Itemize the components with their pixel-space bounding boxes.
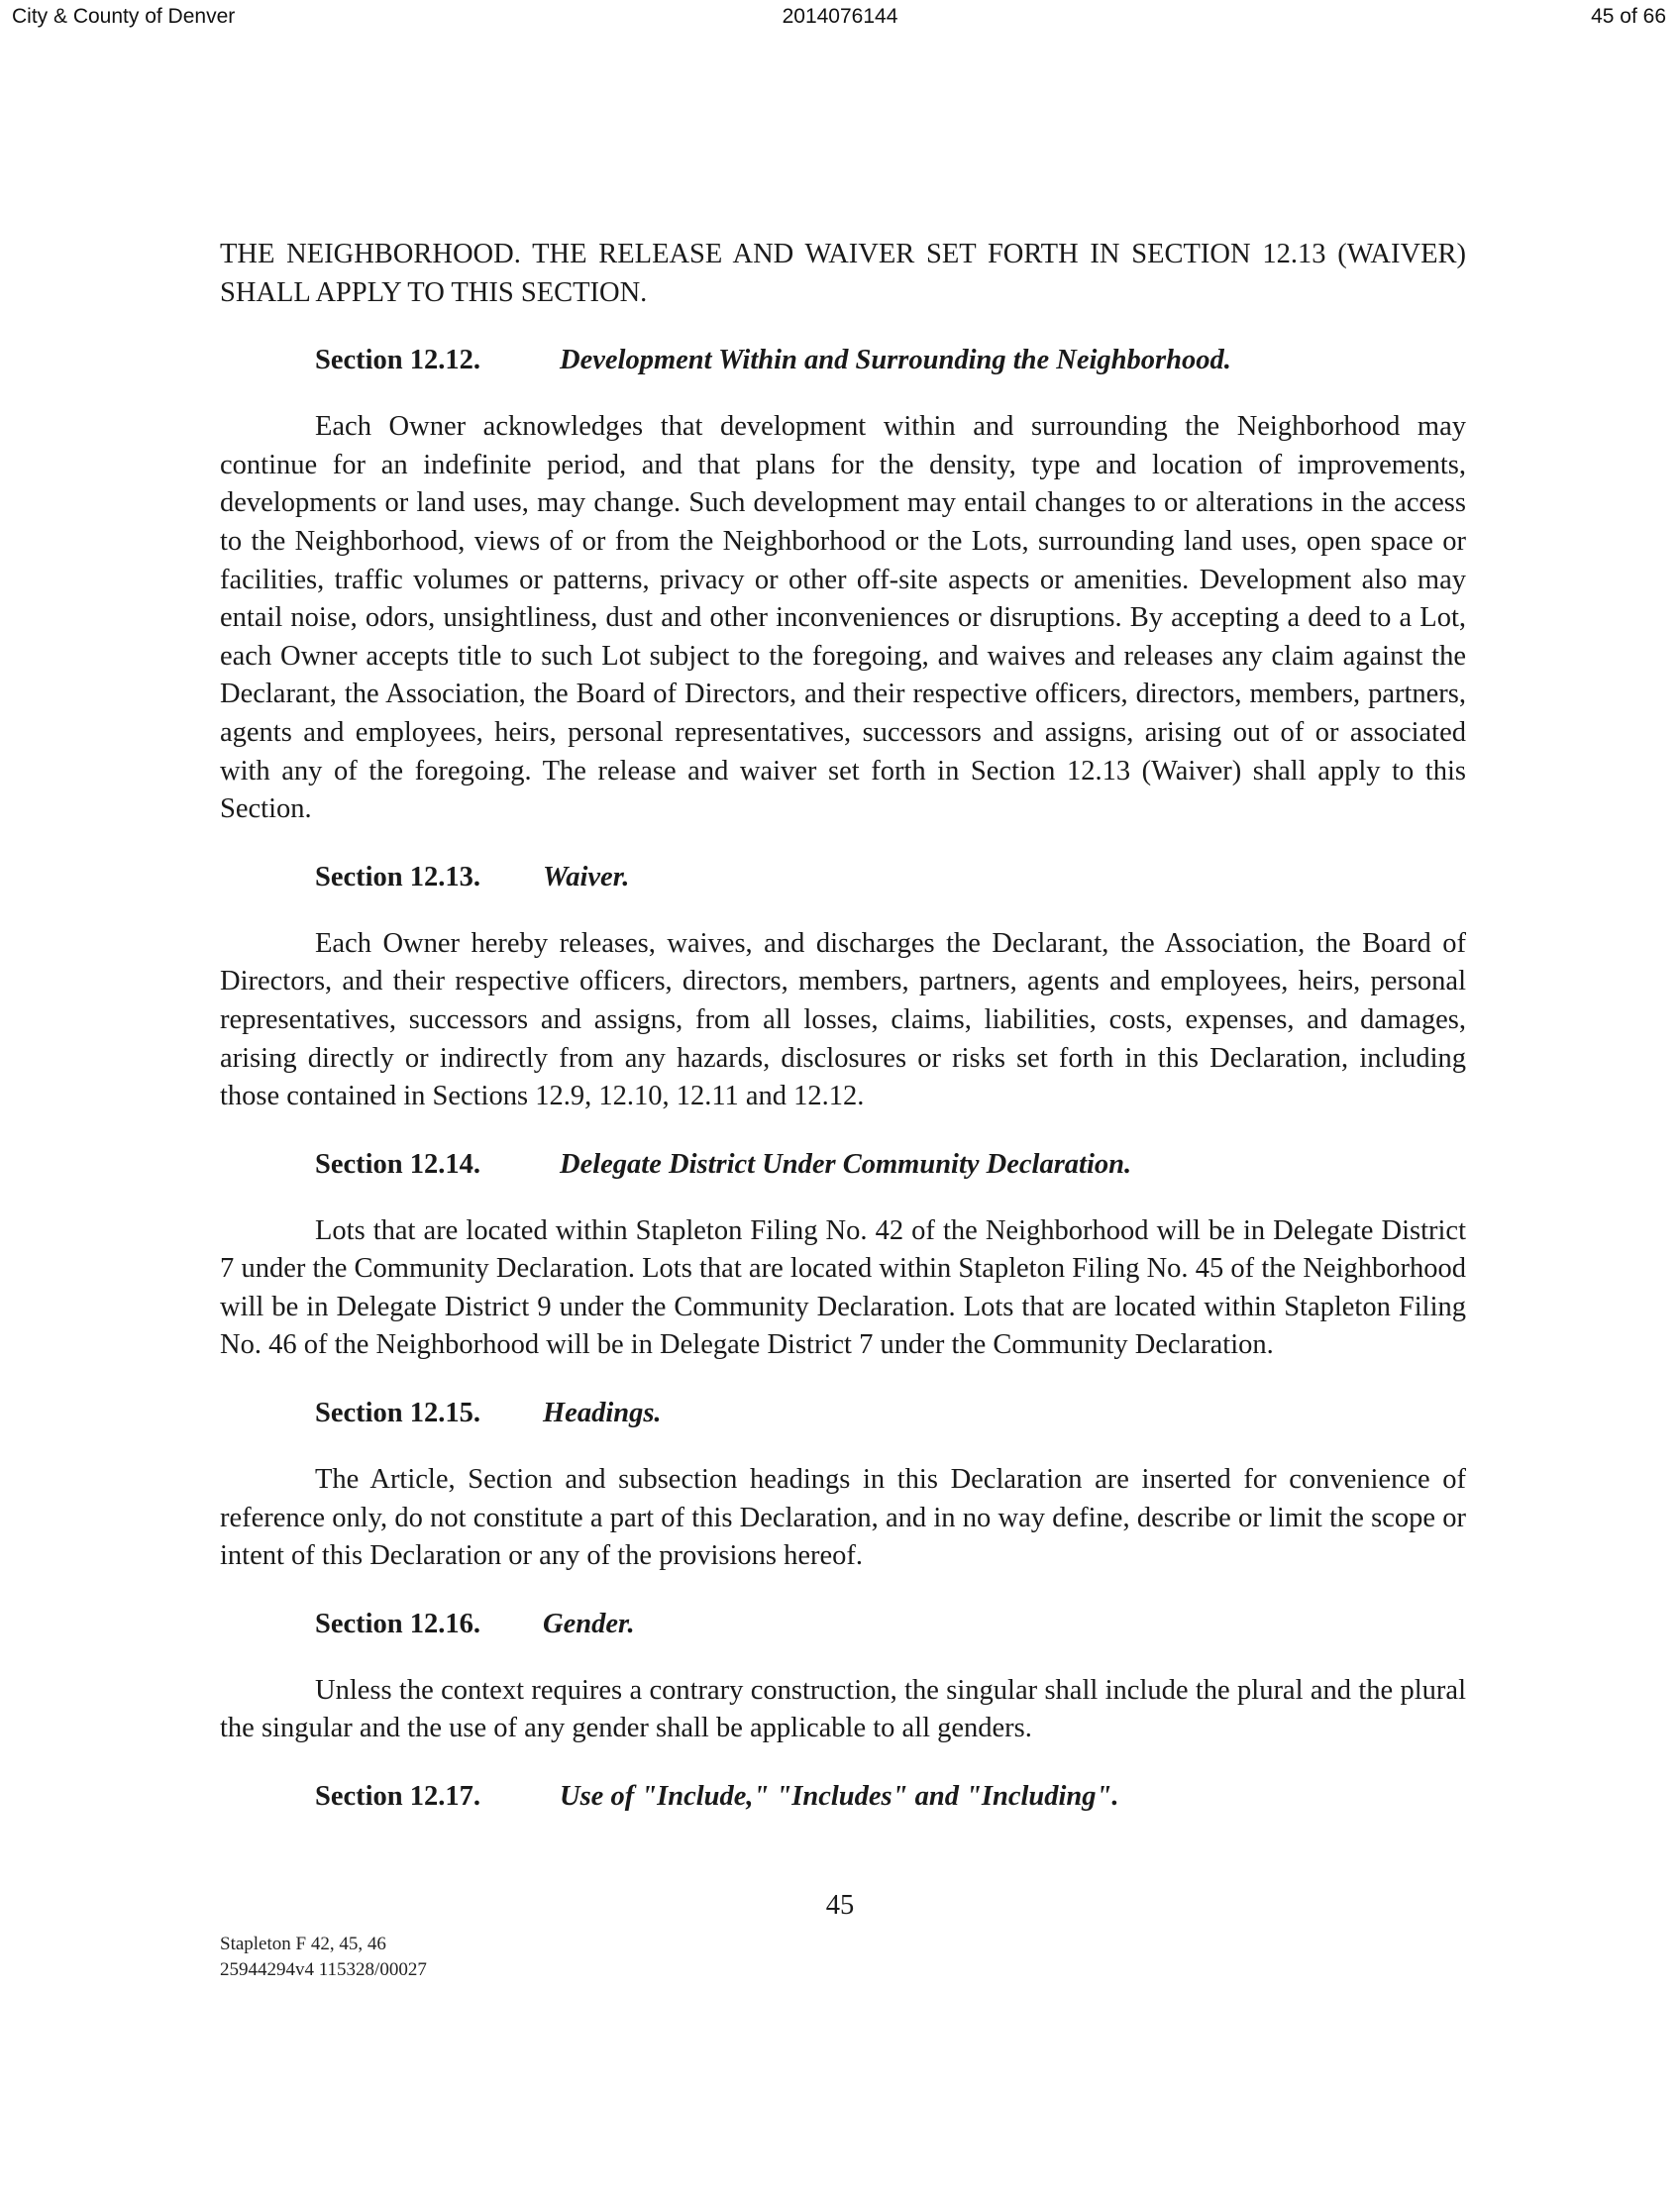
footer-line-1: Stapleton F 42, 45, 46 [220,1934,386,1954]
section-title: Waiver. [543,861,630,892]
section-12-16-heading [220,1606,1466,1644]
section-number: Section 12.16. [315,1608,481,1639]
section-12-16-text: Unless the context requires a contrary construction, the singular shall include the plural and the plural the singular and the use of any gender shall be applicable to all genders. [220,1674,1466,1744]
viewer-header [0,5,1680,35]
section-title: Use of "Include," "Includes" and "Including". [560,1781,1119,1813]
section-12-12-text: Each Owner acknowledges that development within and surrounding the Neighborhood may continue for an indefinite period, and that plans for the density, type and location of improvements, developments or land uses, may change. Such development may entail changes to or alterations in the access to the Neighborhood, views of or from the Neighborhood or the Lots, surrounding land uses, open space or facilities, traffic volumes or patterns, privacy or other off-site aspects or amenities. Development also may entail noise, odors, unsightliness, dust and other inconveniences or disruptions. By accepting a deed to a Lot, each Owner accepts title to such Lot subject to the foregoing, and waives and releases any claim against the Declarant, the Association, the Board of Directors, and their respective officers, directors, members, partners, agents and employees, heirs, personal representatives, successors and assigns, arising out of or associated with any of the foregoing. The release and waiver set forth in Section 12.13 (Waiver) shall apply to this Section. [220,411,1466,825]
section-12-14-text: Lots that are located within Stapleton Filing No. 42 of the Neighborhood will be in Delegate District 7 under the Community Declaration. Lots that are located within Stapleton Filing No. 45 of the Neighborhood will be in Delegate District 9 under the Community Declaration. Lots that are located within Stapleton Filing No. 46 of the Neighborhood will be in Delegate District 7 under the Community Declaration. [220,1214,1466,1361]
section-number: Section 12.13. [315,861,481,892]
section-title: Delegate District Under Community Declaration. [560,1148,1132,1180]
section-12-17-heading [220,1778,1466,1817]
section-12-13-heading [220,859,1466,897]
section-number: Section 12.14. [315,1148,481,1180]
header-page-count: 45 of 66 [1591,5,1666,28]
section-number: Section 12.12. [315,345,481,376]
header-document-number: 2014076144 [782,5,898,28]
section-12-15-heading [220,1395,1466,1433]
section-number: Section 12.15. [315,1398,481,1429]
section-title: Development Within and Surrounding the Neighborhood. [560,345,1231,376]
section-number: Section 12.17. [315,1781,481,1813]
intro-paragraph: THE NEIGHBORHOOD. THE RELEASE AND WAIVER SET FORTH IN SECTION 12.13 (WAIVER) SHALL APPLY TO THIS SECTION. [220,239,1466,308]
header-county: City & County of Denver [12,5,236,28]
page-number: 45 [825,1890,855,1921]
section-12-13-text: Each Owner hereby releases, waives, and discharges the Declarant, the Association, the Board of Directors, and their respective officers, directors, members, partners, agents and employees, heirs, personal representatives, successors and assigns, from all losses, claims, liabilities, costs, expenses, and damages, arising directly or indirectly from any hazards, disclosures or risks set forth in this Declaration, including those contained in Sections 12.9, 12.10, 12.11 and 12.12. [220,927,1466,1112]
section-title: Headings. [543,1398,662,1429]
footer-line-2: 25944294v4 115328/00027 [220,1959,427,1980]
section-title: Gender. [543,1608,635,1639]
section-12-14-heading [220,1146,1466,1185]
document-body [220,236,1466,1817]
document-footer [220,1932,427,1983]
section-12-12-heading [220,342,1466,380]
section-12-15-text: The Article, Section and subsection headings in this Declaration are inserted for convenience of reference only, do not constitute a part of this Declaration, and in no way define, describe or limit the scope or intent of this Declaration or any of the provisions hereof. [220,1464,1466,1572]
